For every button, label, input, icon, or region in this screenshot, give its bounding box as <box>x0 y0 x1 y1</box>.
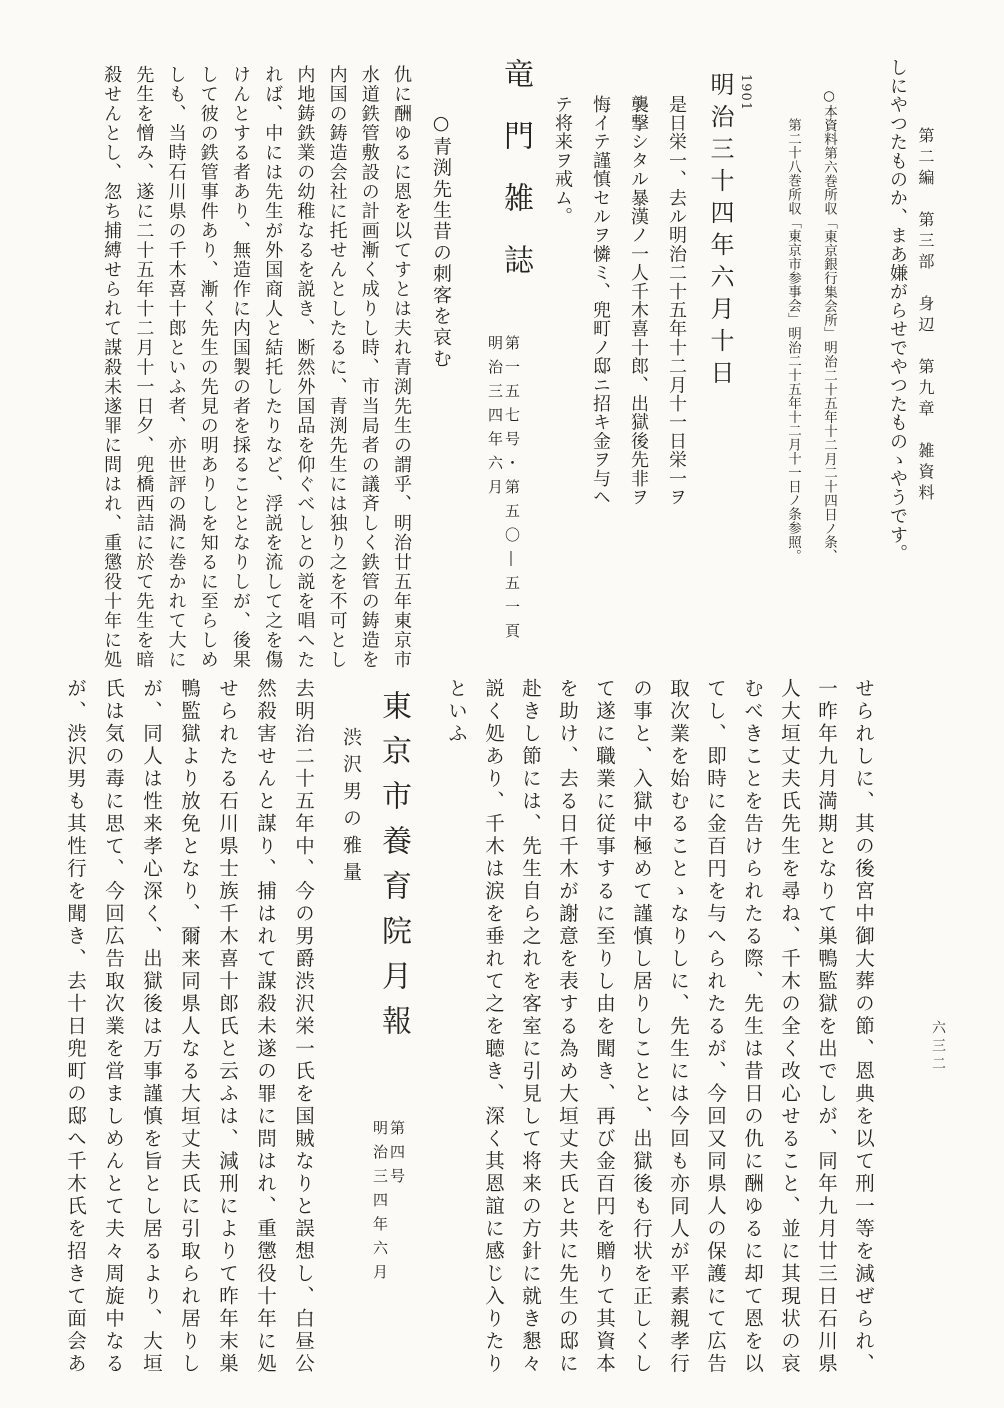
citation-line: 明治三四年六月 <box>371 1120 389 1288</box>
note-line: ○本資料第六巻所収「東京銀行集会所」明治二十五年十二月二十四日ノ条、 <box>821 88 837 564</box>
body-line: むべきことを告けられたる際、先生は昔日の仇に酬ゆるに却て恩を以 <box>741 678 764 1376</box>
body-line: 内国の鋳造会社に托せんとしたるに、青渕先生には独り之を不可とし <box>326 65 348 670</box>
body-line: れば、中には先生が外国商人と結托したりなど、浮説を流して之を傷 <box>262 65 284 670</box>
continuation-line: しにやつたものか、まあ嫌がらせでやつたものゝやうです。 <box>887 58 908 563</box>
body-line: 水道鉄管敷設の計画漸く成りし時、市当局者の議斉しく鉄管の鋳造を <box>358 65 380 670</box>
body-line: 一昨年九月満期となりて巣鴨監獄を出でしが、同年九月廿三日石川県 <box>815 678 838 1376</box>
source-citation <box>371 1120 405 1288</box>
body-line: せられしに、其の後宮中御大葬の節、恩典を以て刑一等を減ぜられ、 <box>852 678 875 1376</box>
summary-line: テ将来ヲ戒ム。 <box>552 95 573 226</box>
summary-line: 襲撃シタル暴漢ノ一人千木喜十郎、出獄後先非ヲ <box>628 95 649 507</box>
body-line: 先生を憎み、遂に二十五年十二月十一日夕、兜橋西詰に於て先生を暗 <box>133 65 155 670</box>
body-line: 内地鋳鉄業の幼稚なるを説き、断然外国品を仰ぐべしとの説を唱へた <box>294 65 316 670</box>
summary-line: 悔イテ謹慎セルヲ憐ミ、兜町ノ邸ニ招キ金ヲ与ヘ <box>590 95 611 507</box>
date-heading: 明治三十四年六月十日 <box>706 72 734 392</box>
body-line: けんとする者あり、無造作に内国製の者を採ることとなりしが、後果 <box>229 65 251 670</box>
note-line: 第二十八巻所収「東京市参事会」明治二十五年十二月十一日ノ条参照。 <box>785 118 801 563</box>
body-line: が、渋沢男も其性行を聞き、去十日兜町の邸へ千木氏を招きて面会あ <box>64 678 87 1376</box>
body-line: 説く処あり、千木は涙を垂れて之を聴き、深く其恩誼に感じ入りたり <box>482 678 505 1376</box>
article-body-continued <box>438 678 882 1376</box>
body-line: てし、即時に金百円を与へられたるが、今回又同県人の保護にて広告 <box>704 678 727 1376</box>
body-line: を助け、去る日千木が謝意を表する為め大垣丈夫氏と共に先生の邸に <box>556 678 579 1376</box>
body-line: 人大垣丈夫氏先生を尋ね、千木の全く改心せること、並に其現状の哀 <box>778 678 801 1376</box>
body-line: 去明治二十五年中、今の男爵渋沢栄一氏を国賊なりと誤想し、白昼公 <box>292 678 315 1376</box>
source-citation <box>486 335 520 647</box>
body-line: 殺せんとし、忽ち捕縛せられて謀殺未遂罪に問はれ、重懲役十年に処 <box>101 65 123 670</box>
body-line: といふ <box>445 678 468 746</box>
article-body <box>95 65 417 670</box>
body-line: 鴨監獄より放免となり、爾来同県人なる大垣丈夫氏に引取られ居りし <box>178 678 201 1376</box>
editor-note-block <box>775 88 847 563</box>
body-line: て遂に職業に従事するに至りし由を聞き、再び金百円を贈りて其資本 <box>593 678 616 1376</box>
citation-line: 第四号 <box>388 1120 406 1192</box>
citation-line: 明治三四年六月 <box>486 335 504 503</box>
body-line: 氏は気の毒に思て、今回広告取次業を営ましめんとて夫々周旋中なる <box>102 678 125 1376</box>
body-line: 取次業を始むることゝなりしに、先生には今回も亦同人が平素親孝行 <box>667 678 690 1376</box>
summary-block <box>543 95 695 506</box>
body-line: が、同人は性来孝心深く、出獄後は万事謹慎を旨とし居るより、大垣 <box>140 678 163 1376</box>
summary-line: 是日栄一、去ル明治二十五年十二月十一日栄一ヲ <box>666 95 687 507</box>
source-title-ryumon-zasshi: 竜門雑誌 <box>498 58 533 306</box>
body-line: 然殺害せんと謀り、捕はれて謀殺未遂の罪に問はれ、重懲役十年に処 <box>254 678 277 1376</box>
body-line: の事と、入獄中極めて謹慎し居りしことと、出獄後も行状を正しくし <box>630 678 653 1376</box>
body-line: 仇に酬ゆるに恩を以てすとは夫れ青渕先生の謂乎、明治廿五年東京市 <box>391 65 412 670</box>
article-title: ○青渕先生昔の刺客を哀む <box>430 112 452 370</box>
running-head: 第二編 第三部 身辺 第九章 雑資料 <box>916 127 935 505</box>
article-subheading: 渋沢男の雅量 <box>340 727 362 889</box>
year-label: 1901 <box>738 74 753 112</box>
page-number: 六三二 <box>930 1020 946 1074</box>
body-line: 赴きし節には、先生自ら之れを客室に引見して将来の方針に就き懇々 <box>519 678 542 1376</box>
body-line: しも、当時石川県の千木喜十郎といふ者、亦世評の渦に巻かれて大に <box>165 65 187 670</box>
citation-line: 第一五七号・第五〇―五一頁 <box>503 335 521 647</box>
source-title-yoikuin-geppo: 東京市養育院月報 <box>376 690 411 1050</box>
body-line: せられたる石川県士族千木喜十郎氏と云ふは、減刑によりて昨年末巣 <box>216 678 239 1376</box>
article-body <box>56 678 322 1376</box>
body-line: して彼の鉄管事件あり、漸く先生の先見の明ありしを知るに至らしめ <box>197 65 219 670</box>
